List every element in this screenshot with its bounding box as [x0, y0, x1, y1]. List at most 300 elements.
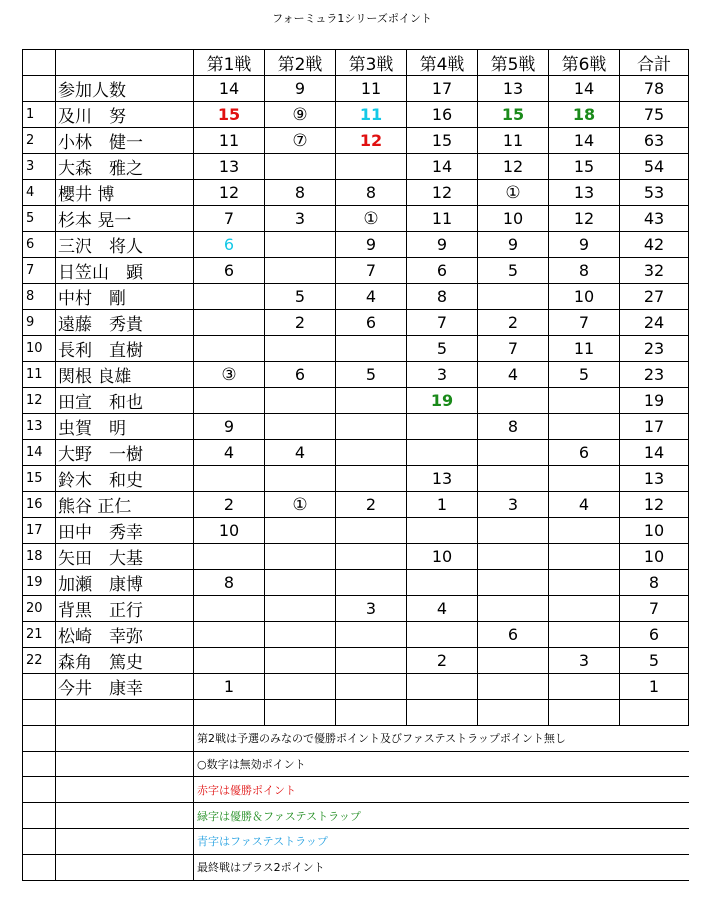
points-value: 10 [431, 547, 453, 566]
total-cell [620, 284, 689, 310]
points-value: 4 [436, 599, 448, 618]
points-cell [549, 388, 620, 414]
points-cell [265, 102, 336, 128]
points-cell [478, 674, 549, 700]
points-value: 14 [431, 157, 453, 176]
participants-count: 11 [336, 76, 407, 102]
total-cell [620, 492, 689, 518]
points-value: 3 [365, 599, 377, 618]
points-cell [336, 206, 407, 232]
points-cell [549, 414, 620, 440]
table-row [23, 388, 689, 414]
points-cell [265, 674, 336, 700]
total-cell [620, 518, 689, 544]
points-cell [478, 128, 549, 154]
header-row [23, 50, 689, 76]
empty-cell [407, 700, 478, 726]
spacer-row [23, 700, 689, 726]
points-cell [336, 648, 407, 674]
points-value: 4 [365, 287, 377, 306]
points-value: 2 [223, 495, 235, 514]
empty-cell [23, 854, 56, 880]
points-cell [265, 570, 336, 596]
points-cell [549, 128, 620, 154]
points-value: 5 [436, 339, 448, 358]
table-row [23, 102, 689, 128]
driver-name: 鈴木 和史 [56, 466, 194, 492]
participants-count: 9 [265, 76, 336, 102]
points-cell [336, 258, 407, 284]
note-text: 第2戦は予選のみなので優勝ポイント及びファステストラップポイント無し [194, 725, 689, 751]
points-cell [407, 622, 478, 648]
rank-cell: 2 [23, 128, 56, 154]
points-cell [407, 128, 478, 154]
points-cell [265, 154, 336, 180]
points-value: 14 [643, 443, 665, 462]
points-cell [478, 596, 549, 622]
points-cell [336, 492, 407, 518]
points-cell [194, 440, 265, 466]
points-value: 7 [578, 313, 590, 332]
points-value: ① [505, 182, 521, 203]
points-value: 16 [431, 105, 453, 124]
table-row [23, 674, 689, 700]
points-value: 2 [294, 313, 306, 332]
points-cell [194, 674, 265, 700]
points-value: 54 [643, 157, 665, 176]
points-cell [265, 258, 336, 284]
points-value: ⑦ [292, 130, 308, 151]
points-cell [549, 648, 620, 674]
points-cell [478, 362, 549, 388]
empty-cell [56, 700, 194, 726]
points-cell [478, 310, 549, 336]
points-value: 8 [578, 261, 590, 280]
points-cell [549, 284, 620, 310]
points-cell [407, 310, 478, 336]
total-cell [620, 596, 689, 622]
points-cell [407, 154, 478, 180]
points-cell [478, 284, 549, 310]
table-row [23, 466, 689, 492]
points-table [22, 49, 689, 881]
total-cell [620, 570, 689, 596]
table-row [23, 362, 689, 388]
points-cell [194, 648, 265, 674]
empty-cell [478, 700, 549, 726]
points-cell [194, 336, 265, 362]
points-cell [265, 414, 336, 440]
points-cell [194, 388, 265, 414]
note-row [23, 828, 689, 854]
points-value: 13 [218, 157, 240, 176]
points-cell [194, 180, 265, 206]
points-cell [407, 440, 478, 466]
rank-cell: 14 [23, 440, 56, 466]
header-cell: 合計 [620, 50, 689, 76]
points-value: 32 [643, 261, 665, 280]
table-row [23, 310, 689, 336]
total-cell [620, 388, 689, 414]
points-cell [478, 180, 549, 206]
driver-name: 背黒 正行 [56, 596, 194, 622]
points-value: 12 [643, 495, 665, 514]
total-cell [620, 622, 689, 648]
rank-cell: 9 [23, 310, 56, 336]
rank-cell [23, 76, 56, 102]
points-cell [265, 310, 336, 336]
header-cell: 第4戦 [407, 50, 478, 76]
rank-cell: 15 [23, 466, 56, 492]
table-body [23, 50, 689, 881]
points-value: 10 [643, 521, 665, 540]
points-cell [336, 414, 407, 440]
driver-name: 遠藤 秀貴 [56, 310, 194, 336]
points-value: 9 [507, 235, 519, 254]
driver-name: 今井 康幸 [56, 674, 194, 700]
points-cell [549, 362, 620, 388]
participants-count: 14 [194, 76, 265, 102]
points-value: 27 [643, 287, 665, 306]
points-value: 3 [507, 495, 519, 514]
rank-cell: 3 [23, 154, 56, 180]
points-cell [194, 544, 265, 570]
rank-cell: 7 [23, 258, 56, 284]
points-cell [407, 518, 478, 544]
points-value: 9 [365, 235, 377, 254]
points-cell [265, 206, 336, 232]
total-cell [620, 544, 689, 570]
driver-name: 矢田 大基 [56, 544, 194, 570]
table-row [23, 180, 689, 206]
participants-count: 14 [549, 76, 620, 102]
points-cell [265, 466, 336, 492]
total-cell [620, 128, 689, 154]
empty-cell [265, 700, 336, 726]
points-cell [194, 128, 265, 154]
points-value: 8 [294, 183, 306, 202]
points-cell [194, 622, 265, 648]
points-value: 15 [501, 105, 525, 124]
points-value: 7 [223, 209, 235, 228]
points-value: 53 [643, 183, 665, 202]
points-value: 3 [436, 365, 448, 384]
points-value: 15 [573, 157, 595, 176]
table-row [23, 596, 689, 622]
points-cell [478, 544, 549, 570]
table-row [23, 622, 689, 648]
points-value: 75 [643, 105, 665, 124]
points-cell [194, 232, 265, 258]
points-cell [194, 154, 265, 180]
points-value: 11 [431, 209, 453, 228]
driver-name: 田中 秀幸 [56, 518, 194, 544]
points-cell [549, 440, 620, 466]
points-cell [336, 284, 407, 310]
note-text: 緑字は優勝＆ファステストラップ [194, 803, 689, 829]
driver-name: 日笠山 顕 [56, 258, 194, 284]
points-value: 4 [507, 365, 519, 384]
empty-cell [23, 725, 56, 751]
points-value: 10 [643, 547, 665, 566]
points-cell [265, 180, 336, 206]
points-value: 15 [217, 105, 241, 124]
points-cell [478, 518, 549, 544]
points-value: 15 [431, 131, 453, 150]
points-value: 6 [365, 313, 377, 332]
driver-name: 関根 良雄 [56, 362, 194, 388]
points-cell [265, 128, 336, 154]
points-value: 6 [294, 365, 306, 384]
points-cell [194, 596, 265, 622]
points-cell [265, 492, 336, 518]
points-cell [407, 492, 478, 518]
points-value: 13 [431, 469, 453, 488]
rank-cell: 13 [23, 414, 56, 440]
driver-name: 三沢 将人 [56, 232, 194, 258]
points-value: 6 [223, 261, 235, 280]
total-cell [620, 206, 689, 232]
points-cell [549, 674, 620, 700]
total-cell [620, 258, 689, 284]
points-cell [194, 466, 265, 492]
participants-label: 参加人数 [56, 76, 194, 102]
points-value: 18 [572, 105, 596, 124]
points-cell [407, 336, 478, 362]
table-row [23, 492, 689, 518]
points-value: 6 [436, 261, 448, 280]
points-cell [336, 544, 407, 570]
note-row [23, 751, 689, 777]
empty-cell [56, 751, 194, 777]
points-value: 8 [648, 573, 660, 592]
header-cell [56, 50, 194, 76]
points-cell [194, 258, 265, 284]
points-cell [407, 284, 478, 310]
table-row [23, 544, 689, 570]
points-value: 4 [294, 443, 306, 462]
points-cell [194, 492, 265, 518]
driver-name: 虫賀 明 [56, 414, 194, 440]
points-cell [265, 622, 336, 648]
points-value: 43 [643, 209, 665, 228]
points-cell [265, 596, 336, 622]
points-value: 19 [643, 391, 665, 410]
total-cell [620, 336, 689, 362]
empty-cell [23, 828, 56, 854]
points-value: 5 [365, 365, 377, 384]
points-value: 63 [643, 131, 665, 150]
total-cell [620, 102, 689, 128]
points-value: 2 [365, 495, 377, 514]
points-cell [336, 180, 407, 206]
points-value: 1 [223, 677, 235, 696]
driver-name: 長利 直樹 [56, 336, 194, 362]
rank-cell: 22 [23, 648, 56, 674]
empty-cell [23, 777, 56, 803]
points-cell [194, 206, 265, 232]
points-cell [336, 336, 407, 362]
points-cell [407, 232, 478, 258]
note-text: 赤字は優勝ポイント [194, 777, 689, 803]
points-value: ③ [221, 364, 237, 385]
points-cell [478, 622, 549, 648]
note-row [23, 777, 689, 803]
points-value: 5 [578, 365, 590, 384]
participants-row [23, 76, 689, 102]
rank-cell: 5 [23, 206, 56, 232]
points-cell [336, 518, 407, 544]
points-value: 9 [223, 417, 235, 436]
empty-cell [56, 828, 194, 854]
points-cell [336, 622, 407, 648]
points-cell [407, 466, 478, 492]
points-cell [265, 544, 336, 570]
total-cell [620, 310, 689, 336]
points-cell [407, 596, 478, 622]
empty-cell [56, 803, 194, 829]
points-value: 12 [573, 209, 595, 228]
points-value: 1 [436, 495, 448, 514]
points-value: 13 [643, 469, 665, 488]
points-cell [549, 570, 620, 596]
points-value: ① [292, 494, 308, 515]
empty-cell [23, 700, 56, 726]
points-value: 12 [502, 157, 524, 176]
points-cell [336, 102, 407, 128]
points-value: 24 [643, 313, 665, 332]
table-row [23, 206, 689, 232]
total-cell [620, 154, 689, 180]
points-cell [549, 310, 620, 336]
table-row [23, 648, 689, 674]
empty-cell [56, 725, 194, 751]
header-cell: 第3戦 [336, 50, 407, 76]
note-row [23, 803, 689, 829]
points-cell [549, 336, 620, 362]
points-value: 12 [431, 183, 453, 202]
points-cell [549, 492, 620, 518]
points-cell [336, 388, 407, 414]
rank-cell: 17 [23, 518, 56, 544]
total-cell [620, 466, 689, 492]
points-cell [265, 232, 336, 258]
points-cell [194, 310, 265, 336]
header-cell: 第5戦 [478, 50, 549, 76]
total-cell [620, 180, 689, 206]
points-value: 7 [507, 339, 519, 358]
points-cell [265, 518, 336, 544]
empty-cell [194, 700, 265, 726]
points-cell [336, 596, 407, 622]
points-cell [549, 232, 620, 258]
points-cell [549, 258, 620, 284]
driver-name: 松崎 幸弥 [56, 622, 194, 648]
points-cell [336, 154, 407, 180]
page-title: フォーミュラ1シリーズポイント [272, 12, 432, 25]
points-value: 4 [223, 443, 235, 462]
points-value: 11 [502, 131, 524, 150]
points-value: ① [363, 208, 379, 229]
points-value: 2 [436, 651, 448, 670]
points-cell [549, 544, 620, 570]
points-cell [407, 570, 478, 596]
points-cell [478, 414, 549, 440]
rank-cell: 10 [23, 336, 56, 362]
table-row [23, 258, 689, 284]
rank-cell: 18 [23, 544, 56, 570]
driver-name: 櫻井 博 [56, 180, 194, 206]
table-row [23, 440, 689, 466]
points-cell [478, 102, 549, 128]
participants-count: 78 [620, 76, 689, 102]
points-cell [549, 518, 620, 544]
table-row [23, 518, 689, 544]
rank-cell: 4 [23, 180, 56, 206]
table-row [23, 284, 689, 310]
points-value: 1 [648, 677, 660, 696]
note-text: ○数字は無効ポイント [194, 751, 689, 777]
points-value: 8 [507, 417, 519, 436]
points-cell [336, 570, 407, 596]
points-value: 13 [573, 183, 595, 202]
points-value: 11 [218, 131, 240, 150]
driver-name: 田宣 和也 [56, 388, 194, 414]
total-cell [620, 414, 689, 440]
points-cell [336, 310, 407, 336]
points-cell [265, 362, 336, 388]
points-value: 5 [507, 261, 519, 280]
points-value: 11 [359, 105, 383, 124]
points-cell [407, 674, 478, 700]
points-value: ⑨ [292, 104, 308, 125]
points-value: 6 [507, 625, 519, 644]
points-cell [336, 440, 407, 466]
points-value: 3 [578, 651, 590, 670]
points-cell [549, 466, 620, 492]
points-value: 42 [643, 235, 665, 254]
driver-name: 杉本 晃一 [56, 206, 194, 232]
points-cell [194, 570, 265, 596]
points-cell [265, 440, 336, 466]
points-value: 9 [436, 235, 448, 254]
points-cell [549, 206, 620, 232]
header-cell [23, 50, 56, 76]
rank-cell: 20 [23, 596, 56, 622]
table-row [23, 414, 689, 440]
points-value: 11 [573, 339, 595, 358]
points-value: 9 [578, 235, 590, 254]
points-cell [478, 154, 549, 180]
points-cell [336, 232, 407, 258]
rank-cell: 11 [23, 362, 56, 388]
rank-cell: 21 [23, 622, 56, 648]
points-cell [478, 206, 549, 232]
points-cell [478, 492, 549, 518]
points-cell [549, 154, 620, 180]
driver-name: 及川 努 [56, 102, 194, 128]
rank-cell: 16 [23, 492, 56, 518]
points-cell [194, 102, 265, 128]
points-value: 6 [648, 625, 660, 644]
points-value: 7 [365, 261, 377, 280]
table-row [23, 570, 689, 596]
empty-cell [56, 854, 194, 880]
points-cell [407, 362, 478, 388]
driver-name: 熊谷 正仁 [56, 492, 194, 518]
points-cell [478, 466, 549, 492]
points-cell [407, 544, 478, 570]
